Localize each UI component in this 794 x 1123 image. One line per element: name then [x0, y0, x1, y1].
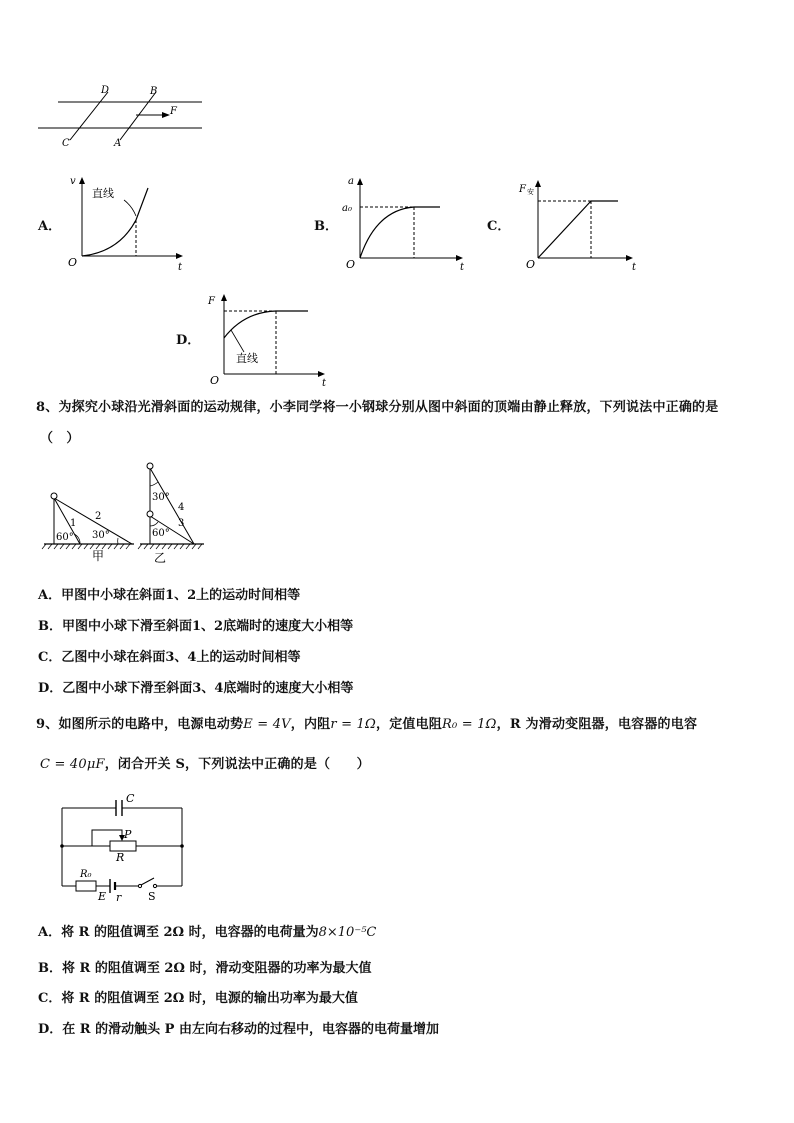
svg-text:1: 1 [70, 518, 77, 529]
svg-text:60°: 60° [56, 532, 74, 543]
svg-text:F: F [519, 184, 526, 195]
svg-text:O: O [346, 258, 356, 271]
charge-value: 8×10⁻⁵C [318, 925, 377, 940]
svg-text:直线: 直线 [236, 352, 258, 365]
svg-text:直线: 直线 [92, 187, 114, 200]
circuit-figure [54, 788, 194, 904]
svg-text:安: 安 [527, 188, 534, 196]
graph-b [342, 174, 472, 273]
svg-text:t: t [632, 262, 637, 273]
svg-text:F: F [208, 296, 215, 307]
svg-text:a: a [348, 176, 354, 187]
q9-option-c: C．将 R 的阻值调至 2Ω 时，电源的输出功率为最大值 [38, 991, 358, 1006]
q9-option-a: A．将 R 的阻值调至 2Ω 时，电容器的电荷量为8×10⁻⁵C [38, 925, 377, 940]
svg-text:t: t [178, 262, 183, 273]
question-9-stem-line1: 9、如图所示的电路中，电源电动势E = 4V，内阻r = 1Ω，定值电阻R₀ = 1Ω，R 为滑动变阻器，电容器的电容 [36, 717, 698, 732]
svg-text:乙: 乙 [154, 551, 167, 565]
svg-text:60°: 60° [152, 528, 170, 539]
svg-text:O: O [210, 374, 220, 387]
svg-text:t: t [460, 262, 465, 273]
q8-option-c: C．乙图中小球在斜面3、4上的运动时间相等 [38, 650, 301, 665]
q8-option-d: D．乙图中小球下滑至斜面3、4底端时的速度大小相等 [38, 681, 354, 696]
q8-option-a: A．甲图中小球在斜面1、2上的运动时间相等 [38, 588, 301, 603]
graph-d [200, 290, 330, 389]
svg-text:r: r [116, 891, 122, 904]
question-8-stem: 8、为探究小球沿光滑斜面的运动规律，小李同学将一小钢球分别从图中斜面的顶端由静止释放，下列说法中正确的是 [36, 400, 719, 415]
svg-text:t: t [322, 378, 327, 389]
emf-value: E = 4V [243, 717, 291, 732]
svg-text:O: O [526, 258, 536, 271]
svg-text:30°: 30° [152, 492, 170, 503]
svg-text:30°: 30° [92, 530, 110, 541]
rail-figure [36, 84, 206, 154]
q9-option-d: D．在 R 的滑动触头 P 由左向右移动的过程中，电容器的电荷量增加 [38, 1022, 439, 1037]
incline-figure [40, 458, 210, 566]
svg-text:R: R [116, 851, 125, 864]
q8-option-b: B．甲图中小球下滑至斜面1、2底端时的速度大小相等 [38, 619, 354, 634]
svg-text:C: C [62, 138, 70, 149]
svg-text:v: v [70, 176, 76, 187]
svg-text:4: 4 [178, 502, 185, 513]
svg-text:A: A [114, 138, 122, 149]
capacitance-value: C = 40μF [40, 757, 105, 772]
svg-text:甲: 甲 [92, 549, 105, 563]
svg-text:R₀: R₀ [80, 869, 92, 880]
svg-text:F: F [170, 106, 177, 117]
svg-text:B: B [150, 86, 158, 97]
option-b-letter: B． [314, 219, 338, 234]
svg-text:O: O [68, 256, 78, 269]
question-9-stem-line2: C = 40μF，闭合开关 S，下列说法中正确的是（ ） [40, 757, 370, 772]
graph-c [516, 174, 642, 273]
svg-text:D: D [101, 85, 110, 96]
svg-text:S: S [148, 890, 156, 903]
option-a-letter: A． [38, 219, 62, 234]
q9-option-b: B．将 R 的阻值调至 2Ω 时，滑动变阻器的功率为最大值 [38, 961, 372, 976]
option-c-letter: C． [487, 219, 511, 234]
svg-text:C: C [126, 792, 135, 805]
svg-text:2: 2 [95, 511, 102, 522]
option-d-letter: D． [176, 333, 201, 348]
rod-ba [120, 92, 156, 140]
rod-dc [70, 92, 108, 140]
svg-text:E: E [98, 890, 107, 903]
question-8-paren: （ ） [40, 431, 80, 446]
svg-text:3: 3 [178, 518, 185, 529]
graph-a [64, 174, 184, 273]
internal-resistance: r = 1Ω [330, 717, 376, 732]
svg-text:P: P [124, 828, 132, 841]
svg-text:a₀: a₀ [342, 203, 352, 214]
fixed-resistance: R₀ = 1Ω [442, 717, 497, 732]
